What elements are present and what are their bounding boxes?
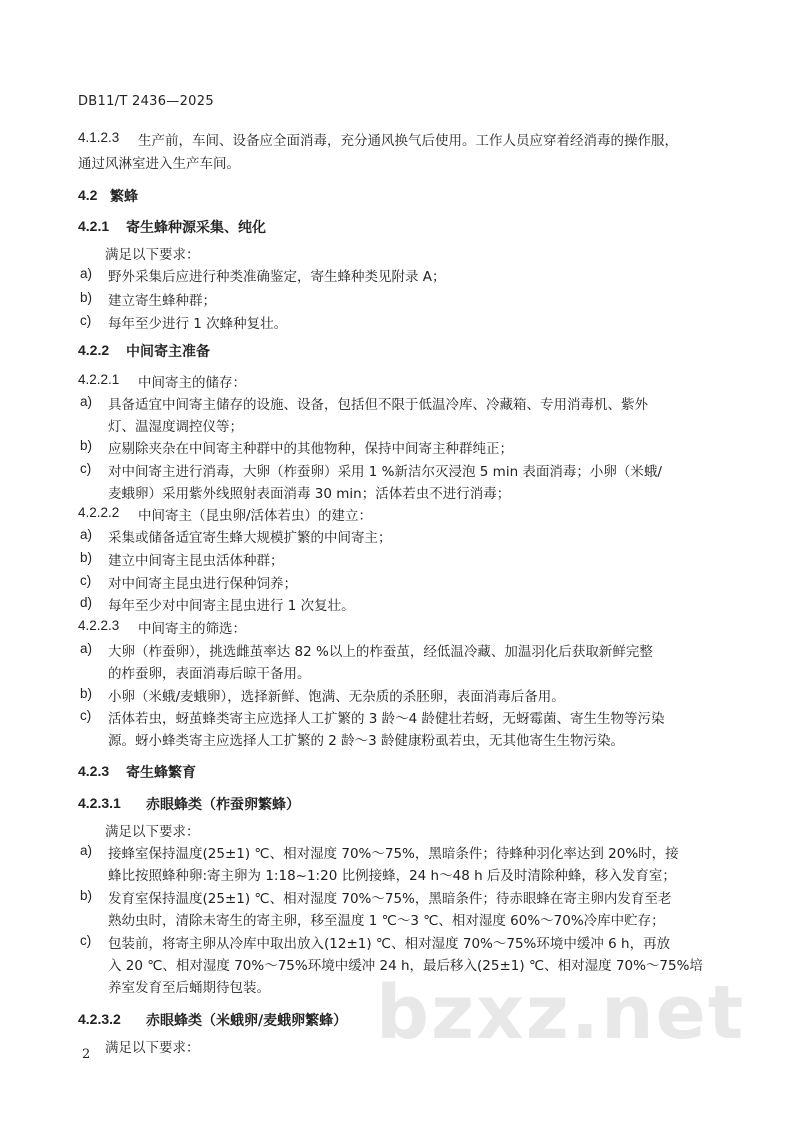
list-marker: a)	[80, 843, 93, 858]
watermark: bzxz.net	[376, 970, 746, 1056]
heading-text: 寄生蜂繁育	[126, 765, 196, 781]
heading-text: 赤眼蜂类（米蛾卵/麦蛾卵繁蜂）	[146, 1013, 348, 1029]
list-item-continued: 养室发育至后蛹期待包装。	[108, 980, 270, 996]
list-item: 发育室保持温度(25±1) ℃、相对湿度 70%～75%，黑暗条件；待赤眼蜂在寄主卵内发育至老	[108, 891, 672, 907]
list-item-continued: 熟幼虫时，清除未寄生的寄主卵，移至温度 1 ℃～3 ℃、相对湿度 60%～70%冷库中贮存；	[108, 913, 665, 929]
heading-number: 4.2.2	[78, 342, 110, 358]
list-item: 建立中间寄主昆虫活体种群；	[108, 553, 284, 569]
list-marker: d)	[80, 595, 93, 610]
list-marker: c)	[80, 573, 92, 588]
heading-text: 赤眼蜂类（柞蚕卵繁蜂）	[146, 797, 300, 813]
list-item: 采集或储备适宜寄生蜂大规模扩繁的中间寄主；	[108, 530, 392, 546]
document-code: DB11/T 2436—2025	[78, 94, 214, 109]
list-marker: a)	[80, 266, 93, 281]
list-item-continued: 麦蛾卵）采用紫外线照射表面消毒 30 min；活体若虫不进行消毒；	[108, 486, 511, 502]
list-marker: a)	[80, 527, 93, 542]
heading-text: 寄生蜂种源采集、纯化	[126, 220, 266, 236]
list-item: 接蜂室保持温度(25±1) ℃、相对湿度 70%～75%，黑暗条件；待蜂种羽化率达到 20%时，接	[108, 846, 679, 862]
list-item: 活体若虫，蚜茧蜂类寄主应选择人工扩繁的 3 龄～4 龄健壮若蚜，无蚜霉菌、寄生生物等污染	[108, 711, 665, 727]
clause-text: 中间寄主的筛选：	[138, 621, 246, 637]
list-item-continued: 蜂比按照蜂种卵:寄主卵为 1:18~1:20 比例接蜂，24 h～48 h 后及时清除种蜂，移入发育室；	[108, 868, 676, 884]
list-item-continued: 灯、温湿度调控仪等；	[108, 419, 243, 435]
list-item: 具备适宜中间寄主储存的设施、设备，包括但不限于低温冷库、冷藏箱、专用消毒机、紫外	[108, 397, 648, 413]
clause-number: 4.2.2.2	[78, 505, 120, 520]
list-marker: b)	[80, 686, 93, 701]
list-item: 大卵（柞蚕卵），挑选雌茧率达 82 %以上的柞蚕茧，经低温冷藏、加温羽化后获取新鲜完整	[108, 644, 653, 660]
page-number: 2	[82, 1047, 91, 1062]
list-item: 对中间寄主进行消毒，大卵（柞蚕卵）采用 1 %新洁尔灭浸泡 5 min 表面消毒；小卵（米蛾/	[108, 464, 662, 480]
list-item: 建立寄生蜂种群；	[108, 293, 216, 309]
list-marker: a)	[80, 641, 93, 656]
requirement-intro: 满足以下要求：	[105, 1040, 200, 1056]
list-marker: c)	[80, 933, 92, 948]
clause-number: 4.2.2.3	[78, 618, 120, 633]
clause-number: 4.1.2.3	[78, 130, 120, 145]
requirement-intro: 满足以下要求：	[105, 247, 200, 263]
list-item-continued: 源。蚜小蜂类寄主应选择人工扩繁的 2 龄～3 龄健康粉虱若虫，无其他寄生生物污染。	[108, 733, 625, 749]
list-item: 应剔除夹杂在中间寄主种群中的其他物种，保持中间寄主种群纯正；	[108, 441, 513, 457]
list-marker: b)	[80, 290, 93, 305]
heading-number: 4.2.1	[78, 218, 110, 234]
list-marker: c)	[80, 461, 92, 476]
list-item: 包装前，将寄主卵从冷库中取出放入(12±1) ℃、相对湿度 70%～75%环境中缓冲 6 h，再放	[108, 936, 671, 952]
list-item: 野外采集后应进行种类准确鉴定，寄生蜂种类见附录 A；	[108, 269, 446, 285]
list-marker: b)	[80, 438, 93, 453]
heading-text: 中间寄主准备	[126, 344, 210, 360]
list-item-continued: 的柞蚕卵，表面消毒后晾干备用。	[108, 666, 311, 682]
list-item: 每年至少对中间寄主昆虫进行 1 次复壮。	[108, 598, 355, 614]
list-marker: a)	[80, 394, 93, 409]
requirement-intro: 满足以下要求：	[105, 824, 200, 840]
list-marker: b)	[80, 888, 93, 903]
heading-number: 4.2.3.2	[78, 1011, 121, 1027]
clause-text: 中间寄主的储存：	[138, 375, 246, 391]
clause-text: 中间寄主（昆虫卵/活体若虫）的建立：	[138, 508, 373, 524]
heading-number: 4.2.3	[78, 763, 110, 779]
clause-text: 生产前，车间、设备应全面消毒，充分通风换气后使用。工作人员应穿着经消毒的操作服，	[138, 133, 678, 149]
list-marker: b)	[80, 550, 93, 565]
list-item: 小卵（米蛾/麦蛾卵），选择新鲜、饱满、无杂质的杀胚卵，表面消毒后备用。	[108, 689, 565, 705]
list-item-continued: 入 20 ℃、相对湿度 70%～75%环境中缓冲 24 h，最后移入(25±1) ℃、相对湿度 70%～75%培	[108, 958, 703, 974]
clause-number: 4.2.2.1	[78, 372, 120, 387]
list-marker: c)	[80, 313, 92, 328]
list-marker: c)	[80, 708, 92, 723]
heading-number: 4.2.3.1	[78, 795, 121, 811]
list-item: 每年至少进行 1 次蜂种复壮。	[108, 316, 288, 332]
heading-text: 繁蜂	[110, 189, 138, 205]
clause-text: 通过风淋室进入生产车间。	[78, 156, 240, 172]
heading-number: 4.2	[78, 187, 98, 203]
list-item: 对中间寄主昆虫进行保种饲养；	[108, 576, 297, 592]
